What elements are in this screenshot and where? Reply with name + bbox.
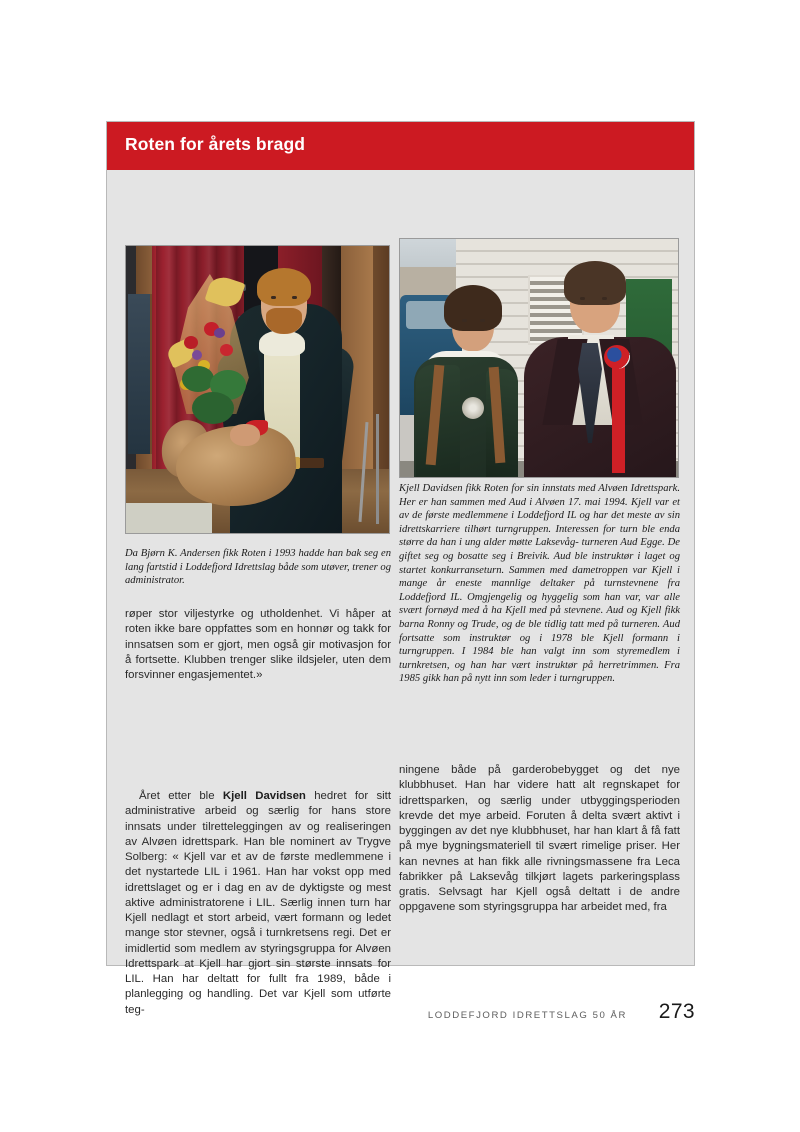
man-eye-right — [602, 297, 607, 300]
man-eye-left — [580, 297, 585, 300]
national-day-rosette — [604, 345, 630, 369]
man-hair — [257, 268, 311, 306]
paragraph-rest-text: hedret for sitt administrative arbeid og særlig for hans store innsats under tilretteleggingen av og realiseringen av Alvøen idrettspark. Han ble nominert av Trygve Solberg: « Kjell var et av de første medlemmene i det nystartede LIL i 1961. Han har vokst opp med idrettslaget og er i dag en av de dyktigste og mest aktive administratorene i LIL. Særlig innen turn har Kjell nedlagt et stort arbeid, vært formann og ledet mange stor stevner, også i turnkretsens regi. Det er imidlertid som medlem av styringsgruppa for Alvøen Idrettspark at Kjell har gjort sin største innsats for LIL. Han har deltatt for fullt fra 1989, både i planlegging og handling. Det var Kjell som utførte teg- — [125, 790, 391, 1016]
article-left-paragraph-1 — [125, 607, 391, 683]
caption-right-photo: Kjell Davidsen fikk Roten for sin innstats med Alvøen Idrettspark. Her er han sammen med Aud i Alvøen 17. mai 1994. Kjell var et av de første medlemmene i Loddefjord IL og har det meste av sin idrettskarriere tilhørt turngruppen. Interessen for turn ble enda større da han i ung alder møtte Laksevåg- turneren Aud Egge. De giftet seg og bosatte seg i Breivik. Aud ble instruktør i laget og startet konkurranseturn. Sammen med dametroppen var Kjell i mange år eneste mannlige deltaker på turnstevnene fra Loddefjord IL. Omgjengelig og hyggelig som han var, var alle svært fornøyd med å ha Kjell med på stevnene. Aud og Kjell fikk barna Ronny og Trude, og de ble tidlig tatt med på turneren. Aud fortsatte som instruktør og i 1978 ble Kjell formann i turngruppen. I 1984 ble han valgt inn som styremedlem i turnkretsen, og han har vært instruktør på herretrimmen. Fra 1985 gikk han på nytt inn som leder i turngruppen. — [399, 483, 680, 685]
foliage-1 — [182, 366, 214, 392]
man-hair — [564, 261, 626, 305]
floor-highlight — [126, 503, 212, 533]
paragraph-text — [125, 789, 391, 1018]
highlighted-name: Kjell Davidsen — [222, 790, 306, 802]
flower-purple-1 — [214, 328, 225, 338]
article-left-paragraph-2 — [125, 789, 391, 1018]
foliage-3 — [192, 392, 234, 424]
man-eye-right — [292, 296, 297, 299]
flower-purple-2 — [192, 350, 202, 360]
window-shape — [128, 294, 152, 454]
pole-right — [376, 414, 379, 524]
woman-hair — [444, 285, 502, 331]
section-banner — [107, 122, 694, 170]
flower-red-3 — [220, 344, 233, 356]
paragraph-text: røper stor viljestyrke og utholdenhet. Vi håper at roten ikke bare oppfattes som en honnør og takk for innsatsen som er gjort, men også gir motivasjon for å fortsette. Klubben trenger slike ildsjeler, uten dem forsvinner engasjementet.» — [125, 608, 391, 681]
woman-eye-right — [480, 319, 485, 322]
page-title: Roten for årets bragd — [125, 134, 306, 154]
bunad-brooch — [462, 397, 484, 419]
photo-bjorn-andersen — [125, 245, 390, 534]
footer-publication-title: LODDEFJORD IDRETTSLAG 50 ÅR — [427, 1010, 627, 1021]
man-hand — [230, 424, 260, 446]
national-day-ribbon — [612, 361, 625, 473]
man-eye-left — [271, 296, 276, 299]
page-footer — [106, 1000, 695, 1034]
paragraph-text: ningene både på garderobebygget og det nye klubbhuset. Han har videre hatt alt regnskapet for idrettsparken, og særlig under utbyggingsperioden krevde det mye arbeid. Foruten å delta svært aktivt i byggingen av det nye klubbhuset, har han klart å få fatt på mye bygningsmateriell til svært rimelige priser. Her kan nevnes at han fikk alle rivningsmassene fra Leca fabrikker på Laksevåg tilkjørt lagets parkeringsplass gratis. Selvsagt har Kjell også deltatt i de andre oppgavene som styringsgruppa har arbeidet med, fra — [399, 764, 680, 914]
flower-red-2 — [184, 336, 198, 349]
article-right-paragraph-1 — [399, 763, 680, 916]
man-beard — [266, 308, 302, 334]
woman-eye-left — [462, 319, 467, 322]
paragraph-lead-text: Året etter ble — [139, 790, 223, 802]
page-number: 273 — [658, 1000, 695, 1023]
photo-kjell-and-aud — [399, 238, 679, 478]
caption-left-photo: Da Bjørn K. Andersen fikk Roten i 1993 hadde han bak seg en lang fartstid i Loddefjord Idrettslag både som utøver, trener og administrator. — [125, 548, 392, 587]
